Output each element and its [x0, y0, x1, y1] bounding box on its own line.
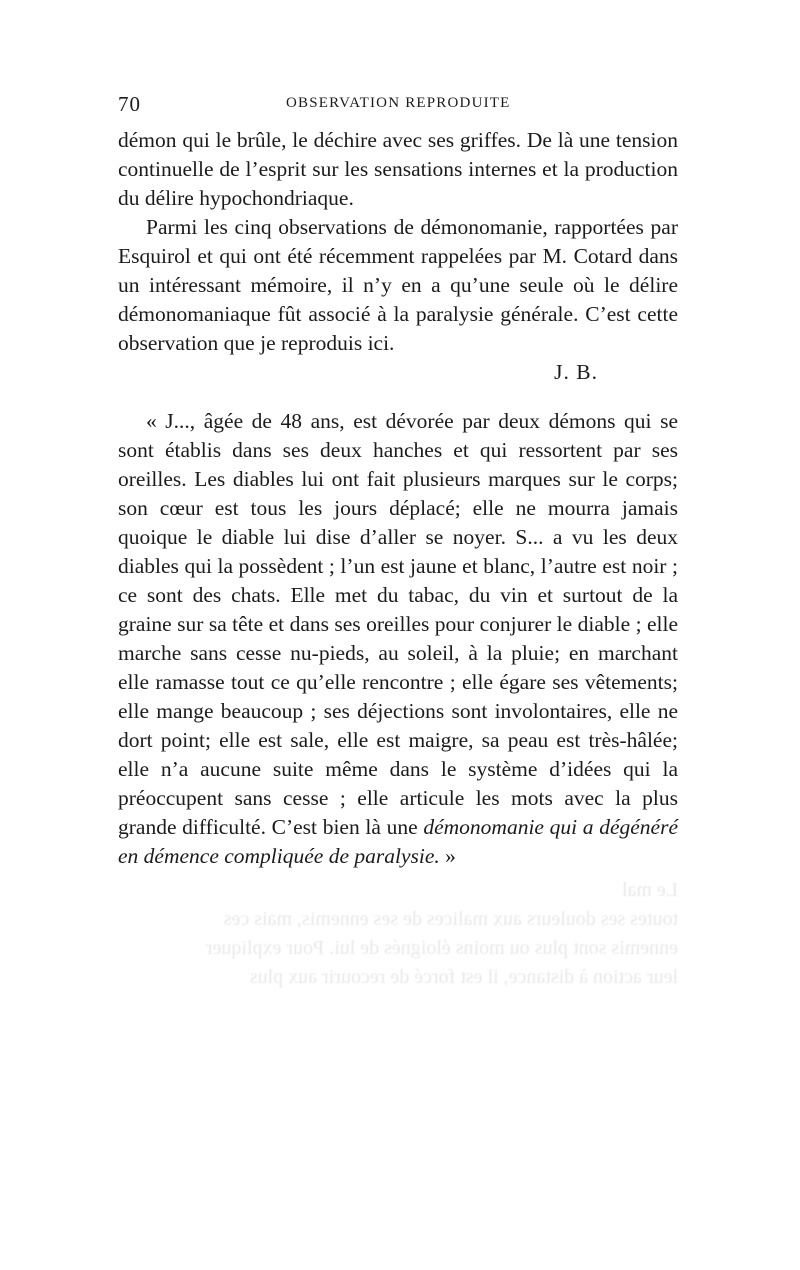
quote-main-text: « J..., âgée de 48 ans, est dévorée par deux démons qui se sont établis dans ses deux hanches et qui ressortent par ses oreilles. Les diables lui ont fait plusieurs marques sur le corps; son cœur est tous les jours déplacé; elle ne mourra jamais quoique le diable lui dise d’aller se noyer. S... a vu les deux diables qui la possèdent ; l’un est jaune et blanc, l’autre est noir ; ce sont des chats. Elle met du tabac, du vin et surtout de la graine sur sa tête et dans ses oreilles pour conjurer le diable ; elle marche sans cesse nu-pieds, au soleil, à la pluie; en marchant elle ramasse tout ce qu’elle rencontre ; elle égare ses vêtements; elle mange beaucoup ; ses déjections sont involontaires, elle ne dort point; elle est sale, elle est maigre, sa peau est très-hâlée; elle n’a aucune suite même dans le système d’idées qui la préoccupent sans cesse ; elle articule les mots avec la plus grande difficulté. C’est bien là une: [118, 409, 678, 839]
quoted-observation: [118, 407, 678, 871]
running-title: OBSERVATION REPRODUITE: [286, 95, 511, 111]
quote-italic-conclusion: démonomanie qui a dégénéré en démence compliquée de paralysie.: [118, 815, 679, 868]
page-number: 70: [118, 92, 141, 116]
running-header: [118, 92, 678, 118]
bleed-line: Le mal: [621, 879, 678, 901]
bleed-line: leur action à distance, il est forcé de recourir aux plus: [249, 966, 678, 988]
author-signature: J. B.: [554, 360, 598, 384]
bleed-line: ennemis sont plus ou moins éloignés de lui. Pour expliquer: [205, 937, 678, 959]
quote-closing-mark: »: [439, 844, 456, 868]
paragraph-esquirol: Parmi les cinq observations de démonomanie, rapportées par Esquirol et qui ont été récemment rappelées par M. Cotard dans un intéressant mémoire, il n’y en a qu’une seule où le délire démonomaniaque fût associé à la paralysie générale. C’est cette observation que je reproduis ici.: [118, 215, 678, 355]
bleed-through-text: [118, 876, 678, 992]
body-text: [118, 126, 678, 871]
paragraph-continuation: démon qui le brûle, le déchire avec ses griffes. De là une tension continuelle de l’esprit sur les sensations internes et la production du délire hypochondriaque.: [118, 128, 678, 210]
bleed-line: toutes ses douleurs aux malices de ses ennemis, mais ces: [223, 908, 678, 930]
